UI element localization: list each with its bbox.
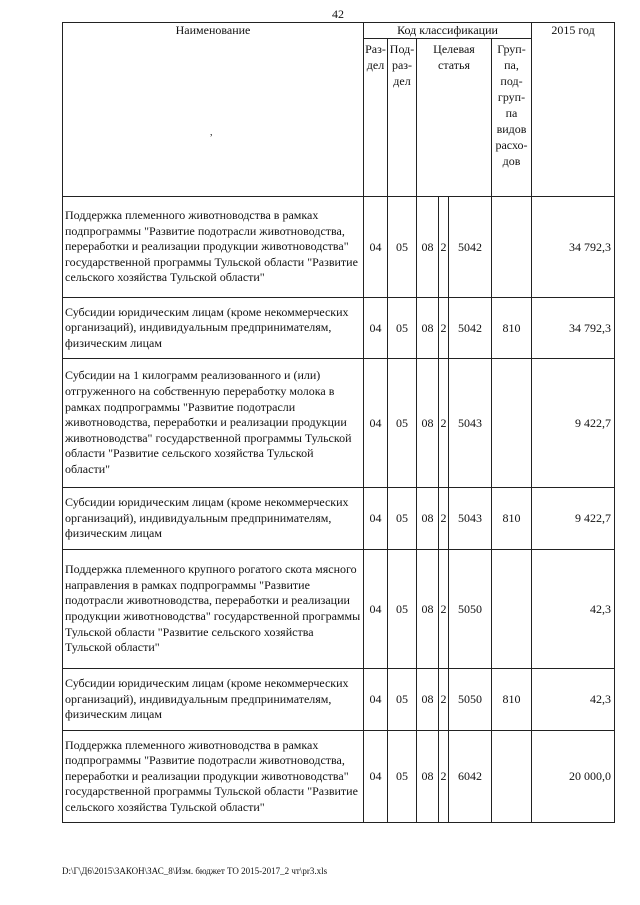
table-row bbox=[63, 669, 615, 731]
table-row bbox=[63, 550, 615, 669]
row-podrazdel: 05 bbox=[388, 488, 417, 550]
row-cs-program: 08 bbox=[417, 669, 439, 731]
row-sum: 9 422,7 bbox=[532, 488, 615, 550]
row-vid: 810 bbox=[492, 488, 532, 550]
header-razdel: Раз- дел bbox=[364, 39, 388, 197]
row-sum: 42,3 bbox=[532, 669, 615, 731]
table-row bbox=[63, 197, 615, 298]
row-podrazdel: 05 bbox=[388, 550, 417, 669]
row-cs-item: 5050 bbox=[449, 669, 492, 731]
row-cs-item: 6042 bbox=[449, 731, 492, 823]
row-name: Субсидии юридическим лицам (кроме некоммерческих организаций), индивидуальным предпринимателям, физическим лицам bbox=[63, 298, 364, 359]
budget-table bbox=[62, 22, 615, 823]
row-razdel: 04 bbox=[364, 550, 388, 669]
table-row bbox=[63, 298, 615, 359]
row-cs-subprogram: 2 bbox=[439, 731, 449, 823]
row-sum: 9 422,7 bbox=[532, 359, 615, 488]
row-vid: 810 bbox=[492, 298, 532, 359]
row-razdel: 04 bbox=[364, 731, 388, 823]
row-podrazdel: 05 bbox=[388, 359, 417, 488]
row-name: Субсидии юридическим лицам (кроме некоммерческих организаций), индивидуальным предпринимателям, физическим лицам bbox=[63, 488, 364, 550]
row-name: Поддержка племенного животноводства в рамках подпрограммы "Развитие подотрасли животноводства, переработки и реализации продукции животноводства" государственной программы Тульской области "Развитие сельского хозяйства Тульской области" bbox=[63, 197, 364, 298]
header-celevaya: Целевая статья bbox=[417, 39, 492, 197]
row-name: Субсидии на 1 килограмм реализованного и (или) отгруженного на собственную переработку молока в рамках подпрограммы "Развитие подотрасли животноводства, переработки и реализации продукции животноводства" государственной программы Тульской области "Развитие сельского хозяйства Тульской области" bbox=[63, 359, 364, 488]
row-cs-subprogram: 2 bbox=[439, 298, 449, 359]
row-razdel: 04 bbox=[364, 197, 388, 298]
row-sum: 20 000,0 bbox=[532, 731, 615, 823]
row-podrazdel: 05 bbox=[388, 197, 417, 298]
header-name: Наименование bbox=[63, 23, 364, 197]
row-podrazdel: 05 bbox=[388, 669, 417, 731]
row-podrazdel: 05 bbox=[388, 298, 417, 359]
stray-mark: , bbox=[210, 127, 213, 138]
row-sum: 42,3 bbox=[532, 550, 615, 669]
header-podrazdel: Под- раз- дел bbox=[388, 39, 417, 197]
row-cs-program: 08 bbox=[417, 298, 439, 359]
page-number: 42 bbox=[332, 7, 344, 21]
row-razdel: 04 bbox=[364, 298, 388, 359]
header-year: 2015 год bbox=[532, 23, 615, 197]
row-cs-program: 08 bbox=[417, 488, 439, 550]
row-cs-subprogram: 2 bbox=[439, 669, 449, 731]
row-cs-item: 5043 bbox=[449, 488, 492, 550]
row-sum: 34 792,3 bbox=[532, 197, 615, 298]
row-cs-subprogram: 2 bbox=[439, 359, 449, 488]
footer-file-path: D:\Г\Д6\2015\ЗАКОН\ЗАС_8\Изм. бюджет ТО 2015-2017_2 чт\pr3.xls bbox=[62, 866, 328, 876]
row-vid: 810 bbox=[492, 669, 532, 731]
row-cs-item: 5043 bbox=[449, 359, 492, 488]
table-row bbox=[63, 359, 615, 488]
row-razdel: 04 bbox=[364, 359, 388, 488]
row-razdel: 04 bbox=[364, 669, 388, 731]
row-cs-item: 5042 bbox=[449, 298, 492, 359]
row-cs-subprogram: 2 bbox=[439, 197, 449, 298]
row-name: Поддержка племенного животноводства в рамках подпрограммы "Развитие подотрасли животноводства, переработки и реализации продукции животноводства" государственной программы Тульской области "Развитие сельского хозяйства Тульской области" bbox=[63, 731, 364, 823]
row-name: Субсидии юридическим лицам (кроме некоммерческих организаций), индивидуальным предпринимателям, физическим лицам bbox=[63, 669, 364, 731]
table-row bbox=[63, 488, 615, 550]
row-cs-program: 08 bbox=[417, 359, 439, 488]
row-cs-program: 08 bbox=[417, 197, 439, 298]
row-vid bbox=[492, 550, 532, 669]
row-vid bbox=[492, 359, 532, 488]
row-cs-program: 08 bbox=[417, 731, 439, 823]
row-vid bbox=[492, 731, 532, 823]
row-sum: 34 792,3 bbox=[532, 298, 615, 359]
row-name: Поддержка племенного крупного рогатого скота мясного направления в рамках подпрограммы "Развитие подотрасли животноводства, переработки и реализации продукции животноводства" государственной программы Тульской области "Развитие сельского хозяйства Тульской области" bbox=[63, 550, 364, 669]
row-vid bbox=[492, 197, 532, 298]
row-cs-item: 5050 bbox=[449, 550, 492, 669]
header-code-group: Код классификации bbox=[364, 23, 532, 39]
row-cs-item: 5042 bbox=[449, 197, 492, 298]
row-cs-subprogram: 2 bbox=[439, 550, 449, 669]
table-row bbox=[63, 731, 615, 823]
header-gruppa: Груп- па, под- груп- па видов расхо- дов bbox=[492, 39, 532, 197]
row-cs-subprogram: 2 bbox=[439, 488, 449, 550]
row-podrazdel: 05 bbox=[388, 731, 417, 823]
row-razdel: 04 bbox=[364, 488, 388, 550]
row-cs-program: 08 bbox=[417, 550, 439, 669]
